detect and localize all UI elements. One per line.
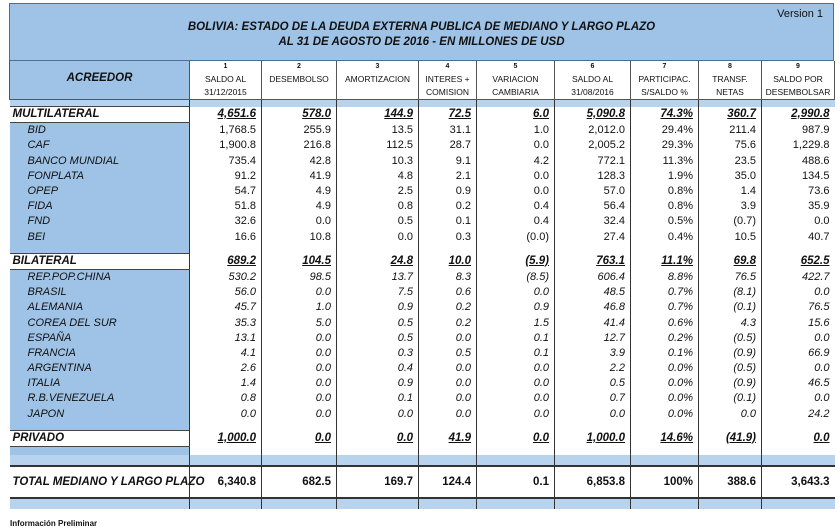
cell-col-9: 46.5 (762, 376, 835, 391)
cell-col-6: 6,853.8 (555, 466, 631, 498)
cell-col-5: 0.9 (477, 300, 555, 315)
cell-col-2: 1.0 (262, 300, 337, 315)
cell-col-7: 0.8% (631, 184, 699, 199)
cell-col-7: 0.4% (631, 230, 699, 245)
cell-col-3: 13.7 (337, 269, 419, 285)
row-label: FRANCIA (10, 346, 190, 361)
cell-col-3: 2.5 (337, 184, 419, 199)
column-label-line2: DESEMBOLSAR (765, 87, 831, 97)
column-header-6 (555, 61, 631, 100)
cell-col-7: 14.6% (631, 430, 699, 446)
cell-col-5: 6.0 (477, 107, 555, 123)
column-header-3 (337, 61, 419, 100)
cell-col-9: 2,990.8 (762, 107, 835, 123)
cell-col-2: 0.0 (262, 331, 337, 346)
cell-col-3: 0.0 (337, 430, 419, 446)
cell-col-1: 4,651.6 (190, 107, 262, 123)
cell-col-7: 0.7% (631, 285, 699, 300)
cell-col-3: 0.3 (337, 346, 419, 361)
report-title-line1: BOLIVIA: ESTADO DE LA DEUDA EXTERNA PUBLICA DE MEDIANO Y LARGO PLAZO (187, 21, 656, 33)
cell-col-8: 35.0 (699, 169, 762, 184)
column-label-line2: NETAS (716, 87, 744, 97)
cell-col-3: 0.5 (337, 315, 419, 330)
blank-row (10, 446, 835, 455)
cell-col-4: 0.0 (419, 331, 477, 346)
cell-col-8: (0.1) (699, 391, 762, 406)
cell-col-8: (41.9) (699, 430, 762, 446)
cell-col-7: 8.8% (631, 269, 699, 285)
cell-col-3: 112.5 (337, 138, 419, 153)
column-label-line1: PARTICIPAC. (638, 74, 691, 84)
cell-col-4: 0.6 (419, 285, 477, 300)
cell-col-3: 7.5 (337, 285, 419, 300)
cell-col-1: 35.3 (190, 315, 262, 330)
cell-col-5: 0.4 (477, 199, 555, 214)
cell-col-1: 32.6 (190, 214, 262, 229)
cell-col-2: 0.0 (262, 285, 337, 300)
cell-col-9: 3,643.3 (762, 466, 835, 498)
creditor-row (10, 214, 835, 229)
cell-col-9: 0.0 (762, 214, 835, 229)
cell-col-9: 0.0 (762, 361, 835, 376)
cell-col-5: 0.0 (477, 430, 555, 446)
cell-col-7: 1.9% (631, 169, 699, 184)
cell-col-9: 66.9 (762, 346, 835, 361)
cell-col-7: 0.7% (631, 300, 699, 315)
cell-col-6: 41.4 (555, 315, 631, 330)
cell-col-8: (0.9) (699, 376, 762, 391)
cell-col-4: 0.5 (419, 346, 477, 361)
cell-col-1: 0.8 (190, 391, 262, 406)
creditor-row (10, 285, 835, 300)
cell-col-8: 388.6 (699, 466, 762, 498)
creditor-row (10, 199, 835, 214)
cell-col-4: 0.9 (419, 184, 477, 199)
cell-col-6: 0.5 (555, 376, 631, 391)
cell-col-3: 0.5 (337, 331, 419, 346)
column-number: 1 (223, 63, 228, 70)
row-label: ARGENTINA (10, 361, 190, 376)
cell-col-6: 27.4 (555, 230, 631, 245)
column-label-line1: SALDO POR (773, 74, 823, 84)
cell-col-5: 0.0 (477, 391, 555, 406)
creditor-row (10, 346, 835, 361)
cell-col-9: 0.0 (762, 391, 835, 406)
cell-col-6: 606.4 (555, 269, 631, 285)
cell-col-2: 0.0 (262, 376, 337, 391)
row-label: FIDA (10, 199, 190, 214)
cell-col-2: 578.0 (262, 107, 337, 123)
cell-col-2: 255.9 (262, 123, 337, 139)
cell-col-2: 42.8 (262, 154, 337, 169)
cell-col-2: 0.0 (262, 391, 337, 406)
cell-col-8: 3.9 (699, 199, 762, 214)
cell-col-4: 0.0 (419, 407, 477, 422)
column-label-line2: 31/12/2015 (204, 87, 247, 97)
column-number: 2 (297, 63, 301, 70)
creditor-row (10, 230, 835, 245)
cell-col-8: (0.7) (699, 214, 762, 229)
cell-col-8: 360.7 (699, 107, 762, 123)
cell-col-2: 0.0 (262, 407, 337, 422)
cell-col-1: 1.4 (190, 376, 262, 391)
cell-col-3: 4.8 (337, 169, 419, 184)
cell-col-3: 0.4 (337, 361, 419, 376)
column-label-line2: CAMBIARIA (492, 87, 539, 97)
cell-col-2: 5.0 (262, 315, 337, 330)
cell-col-3: 144.9 (337, 107, 419, 123)
cell-col-3: 0.8 (337, 199, 419, 214)
row-label: ALEMANIA (10, 300, 190, 315)
cell-col-4: 0.1 (419, 214, 477, 229)
cell-col-2: 216.8 (262, 138, 337, 153)
cell-col-1: 91.2 (190, 169, 262, 184)
cell-col-5: 0.0 (477, 361, 555, 376)
cell-col-4: 10.0 (419, 253, 477, 269)
creditor-row (10, 154, 835, 169)
cell-col-5: (8.5) (477, 269, 555, 285)
column-number: 4 (445, 63, 450, 70)
cell-col-1: 689.2 (190, 253, 262, 269)
cell-col-9: 0.0 (762, 285, 835, 300)
cell-col-4: 72.5 (419, 107, 477, 123)
cell-col-5: 4.2 (477, 154, 555, 169)
cell-col-4: 0.3 (419, 230, 477, 245)
cell-col-9: 488.6 (762, 154, 835, 169)
column-label-line1: SALDO AL (571, 74, 614, 84)
cell-col-3: 169.7 (337, 466, 419, 498)
creditor-row (10, 269, 835, 285)
cell-col-7: 29.4% (631, 123, 699, 139)
cell-col-4: 0.2 (419, 315, 477, 330)
creditor-row (10, 376, 835, 391)
cell-col-2: 98.5 (262, 269, 337, 285)
column-header-7 (631, 61, 699, 100)
cell-col-5: 1.0 (477, 123, 555, 139)
column-number: 6 (590, 63, 595, 70)
cell-col-6: 128.3 (555, 169, 631, 184)
cell-col-9: 76.5 (762, 300, 835, 315)
row-label: BID (10, 123, 190, 139)
cell-col-3: 0.5 (337, 214, 419, 229)
cell-col-6: 46.8 (555, 300, 631, 315)
creditor-row (10, 331, 835, 346)
cell-col-7: 0.0% (631, 376, 699, 391)
cell-col-8: (0.9) (699, 346, 762, 361)
cell-col-9: 40.7 (762, 230, 835, 245)
column-number: 7 (662, 63, 667, 70)
cell-col-1: 16.6 (190, 230, 262, 245)
cell-col-7: 0.8% (631, 199, 699, 214)
cell-col-3: 10.3 (337, 154, 419, 169)
cell-col-6: 763.1 (555, 253, 631, 269)
group-row-privado (10, 430, 835, 446)
cell-col-3: 24.8 (337, 253, 419, 269)
cell-col-1: 4.1 (190, 346, 262, 361)
column-label-line2: S/SALDO % (641, 87, 688, 97)
cell-col-3: 13.5 (337, 123, 419, 139)
cell-col-6: 5,090.8 (555, 107, 631, 123)
debt-table-body (10, 61, 835, 509)
separator-row (10, 455, 835, 466)
row-label: JAPON (10, 407, 190, 422)
cell-col-8: 4.3 (699, 315, 762, 330)
row-label: BEI (10, 230, 190, 245)
row-label: FND (10, 214, 190, 229)
cell-col-2: 682.5 (262, 466, 337, 498)
cell-col-7: 100% (631, 466, 699, 498)
cell-col-2: 4.9 (262, 184, 337, 199)
cell-col-6: 1,000.0 (555, 430, 631, 446)
column-label-line2: AMORTIZACION (344, 74, 410, 84)
cell-col-8: 10.5 (699, 230, 762, 245)
cell-col-4: 9.1 (419, 154, 477, 169)
cell-col-7: 0.0% (631, 391, 699, 406)
cell-col-6: 48.5 (555, 285, 631, 300)
cell-col-7: 0.1% (631, 346, 699, 361)
debt-report-sheet (9, 3, 834, 509)
row-label: BRASIL (10, 285, 190, 300)
column-label-line2: COMISION (426, 87, 469, 97)
column-label-line1: VARIACION (492, 74, 539, 84)
cell-col-2: 0.0 (262, 361, 337, 376)
cell-col-5: (0.0) (477, 230, 555, 245)
cell-col-3: 0.9 (337, 376, 419, 391)
cell-col-5: 0.0 (477, 169, 555, 184)
cell-col-4: 0.0 (419, 391, 477, 406)
cell-col-9: 987.9 (762, 123, 835, 139)
cell-col-6: 57.0 (555, 184, 631, 199)
column-label-line2: DESEMBOLSO (269, 74, 329, 84)
separator-row (10, 498, 835, 509)
creditor-row (10, 407, 835, 422)
cell-col-2: 0.0 (262, 346, 337, 361)
column-header-acreedor: ACREEDOR (10, 61, 190, 100)
total-row (10, 466, 835, 498)
cell-col-7: 11.1% (631, 253, 699, 269)
version-label: Version 1 (777, 8, 823, 20)
creditor-row (10, 169, 835, 184)
cell-col-4: 0.0 (419, 361, 477, 376)
cell-col-6: 2.2 (555, 361, 631, 376)
cell-col-3: 0.0 (337, 407, 419, 422)
creditor-row (10, 361, 835, 376)
column-number: 8 (728, 63, 732, 70)
debt-table (9, 61, 835, 509)
cell-col-4: 124.4 (419, 466, 477, 498)
cell-col-8: (0.1) (699, 300, 762, 315)
cell-col-4: 8.3 (419, 269, 477, 285)
column-header-8 (699, 61, 762, 100)
cell-col-2: 10.8 (262, 230, 337, 245)
cell-col-6: 0.7 (555, 391, 631, 406)
column-number: 9 (796, 63, 800, 70)
cell-col-6: 2,012.0 (555, 123, 631, 139)
cell-col-8: 69.8 (699, 253, 762, 269)
cell-col-4: 0.2 (419, 300, 477, 315)
cell-col-6: 2,005.2 (555, 138, 631, 153)
row-label: FONPLATA (10, 169, 190, 184)
cell-col-6: 12.7 (555, 331, 631, 346)
cell-col-1: 735.4 (190, 154, 262, 169)
cell-col-5: 0.0 (477, 285, 555, 300)
cell-col-9: 0.0 (762, 331, 835, 346)
footnote: Información Preliminar (10, 519, 98, 528)
cell-col-1: 1,000.0 (190, 430, 262, 446)
column-header-5 (477, 61, 555, 100)
cell-col-4: 28.7 (419, 138, 477, 153)
cell-col-2: 4.9 (262, 199, 337, 214)
cell-col-2: 0.0 (262, 214, 337, 229)
cell-col-8: (0.5) (699, 331, 762, 346)
cell-col-5: 0.0 (477, 184, 555, 199)
cell-col-7: 74.3% (631, 107, 699, 123)
creditor-row (10, 315, 835, 330)
blank-row (10, 422, 835, 431)
cell-col-9: 652.5 (762, 253, 835, 269)
column-header-4 (419, 61, 477, 100)
cell-col-7: 0.5% (631, 214, 699, 229)
cell-col-9: 422.7 (762, 269, 835, 285)
cell-col-7: 29.3% (631, 138, 699, 153)
cell-col-9: 134.5 (762, 169, 835, 184)
cell-col-8: 76.5 (699, 269, 762, 285)
cell-col-8: 211.4 (699, 123, 762, 139)
column-label-line1: TRANSF. (712, 74, 748, 84)
cell-col-7: 0.0% (631, 361, 699, 376)
report-header (9, 3, 834, 61)
group-row-bilateral (10, 253, 835, 269)
cell-col-6: 56.4 (555, 199, 631, 214)
cell-col-6: 0.0 (555, 407, 631, 422)
cell-col-2: 0.0 (262, 430, 337, 446)
cell-col-7: 0.6% (631, 315, 699, 330)
cell-col-8: 0.0 (699, 407, 762, 422)
cell-col-5: 1.5 (477, 315, 555, 330)
report-title-line2: AL 31 DE AGOSTO DE 2016 - EN MILLONES DE USD (278, 36, 565, 48)
cell-col-1: 56.0 (190, 285, 262, 300)
cell-col-4: 0.2 (419, 199, 477, 214)
cell-col-5: (5.9) (477, 253, 555, 269)
cell-col-2: 41.9 (262, 169, 337, 184)
cell-col-4: 31.1 (419, 123, 477, 139)
cell-col-5: 0.0 (477, 407, 555, 422)
row-label: TOTAL MEDIANO Y LARGO PLAZO (10, 466, 190, 498)
cell-col-7: 0.0% (631, 407, 699, 422)
column-header-9 (762, 61, 835, 100)
cell-col-3: 0.9 (337, 300, 419, 315)
column-header-row (10, 61, 835, 100)
cell-col-1: 13.1 (190, 331, 262, 346)
cell-col-9: 73.6 (762, 184, 835, 199)
creditor-row (10, 300, 835, 315)
cell-col-6: 772.1 (555, 154, 631, 169)
cell-col-1: 0.0 (190, 407, 262, 422)
row-label: R.B.VENEZUELA (10, 391, 190, 406)
row-label: MULTILATERAL (10, 107, 190, 123)
separator-row (10, 100, 835, 107)
cell-col-8: (8.1) (699, 285, 762, 300)
cell-col-4: 0.0 (419, 376, 477, 391)
cell-col-3: 0.1 (337, 391, 419, 406)
cell-col-1: 2.6 (190, 361, 262, 376)
cell-col-5: 0.0 (477, 376, 555, 391)
group-row-multilateral (10, 107, 835, 123)
cell-col-5: 0.0 (477, 138, 555, 153)
row-label: CAF (10, 138, 190, 153)
cell-col-8: 75.6 (699, 138, 762, 153)
blank-row (10, 245, 835, 254)
row-label: ESPAÑA (10, 331, 190, 346)
cell-col-1: 54.7 (190, 184, 262, 199)
cell-col-5: 0.4 (477, 214, 555, 229)
row-label: BILATERAL (10, 253, 190, 269)
cell-col-9: 1,229.8 (762, 138, 835, 153)
column-label-line1: INTERES + (425, 74, 470, 84)
cell-col-8: (0.5) (699, 361, 762, 376)
cell-col-5: 0.1 (477, 466, 555, 498)
row-label: ITALIA (10, 376, 190, 391)
cell-col-3: 0.0 (337, 230, 419, 245)
cell-col-8: 23.5 (699, 154, 762, 169)
column-header-1 (190, 61, 262, 100)
cell-col-4: 2.1 (419, 169, 477, 184)
creditor-row (10, 391, 835, 406)
cell-col-5: 0.1 (477, 346, 555, 361)
cell-col-1: 530.2 (190, 269, 262, 285)
cell-col-9: 0.0 (762, 430, 835, 446)
column-label-line1: SALDO AL (204, 74, 247, 84)
cell-col-6: 3.9 (555, 346, 631, 361)
cell-col-8: 1.4 (699, 184, 762, 199)
column-label-line2: 31/08/2016 (571, 87, 614, 97)
cell-col-9: 35.9 (762, 199, 835, 214)
column-number: 3 (375, 63, 380, 70)
cell-col-1: 6,340.8 (190, 466, 262, 498)
row-label: OPEP (10, 184, 190, 199)
creditor-row (10, 138, 835, 153)
cell-col-5: 0.1 (477, 331, 555, 346)
cell-col-4: 41.9 (419, 430, 477, 446)
row-label: PRIVADO (10, 430, 190, 446)
creditor-row (10, 123, 835, 139)
cell-col-9: 15.6 (762, 315, 835, 330)
cell-col-7: 11.3% (631, 154, 699, 169)
cell-col-2: 104.5 (262, 253, 337, 269)
row-label: BANCO MUNDIAL (10, 154, 190, 169)
creditor-row (10, 184, 835, 199)
cell-col-1: 51.8 (190, 199, 262, 214)
row-label: COREA DEL SUR (10, 315, 190, 330)
cell-col-6: 32.4 (555, 214, 631, 229)
column-number: 5 (513, 63, 518, 70)
cell-col-9: 24.2 (762, 407, 835, 422)
row-label: REP.POP.CHINA (10, 269, 190, 285)
cell-col-7: 0.2% (631, 331, 699, 346)
cell-col-1: 1,900.8 (190, 138, 262, 153)
cell-col-1: 45.7 (190, 300, 262, 315)
column-header-2 (262, 61, 337, 100)
cell-col-1: 1,768.5 (190, 123, 262, 139)
